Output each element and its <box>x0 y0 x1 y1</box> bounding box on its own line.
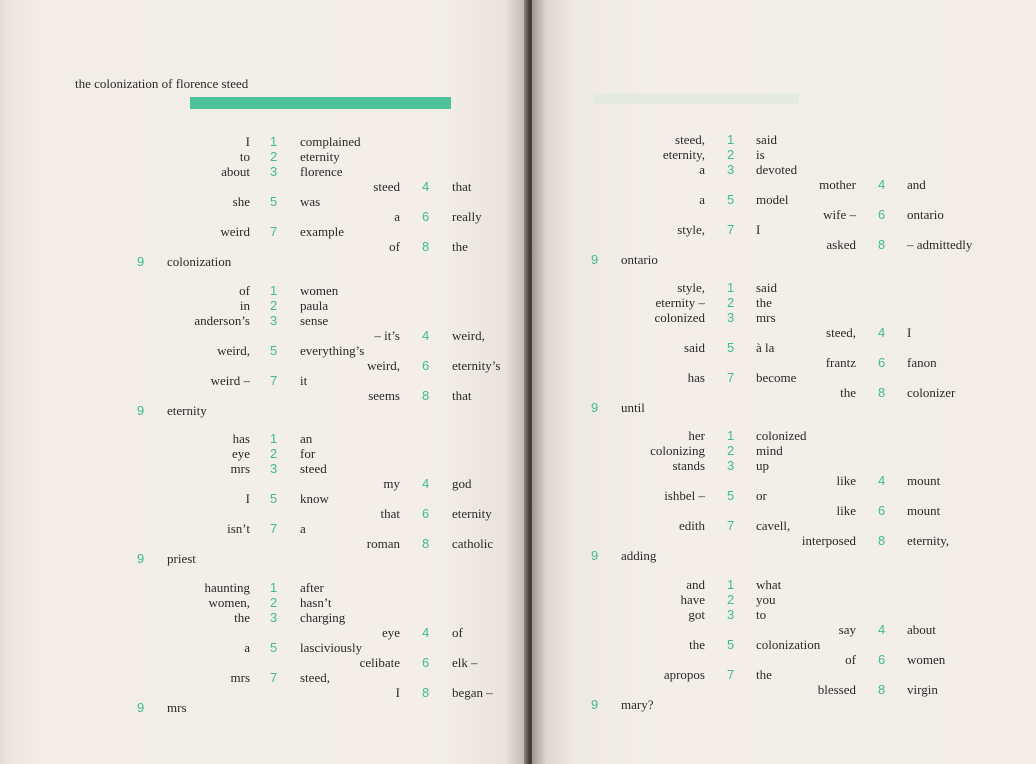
show-through-bar <box>594 93 799 104</box>
line-number: 6 <box>422 506 430 521</box>
line-word: eternity – <box>655 295 705 310</box>
line-number: 5 <box>727 637 735 652</box>
line-word: a <box>244 640 250 655</box>
line-next-word: up <box>756 458 769 473</box>
line-next-word: to <box>756 607 767 622</box>
line-next-word: mrs <box>756 310 776 325</box>
line-word: asked <box>826 237 856 252</box>
line-number: 8 <box>422 388 430 403</box>
line-next-word: it <box>300 373 308 388</box>
line-number: 5 <box>727 340 735 355</box>
line-number: 5 <box>727 192 735 207</box>
line-nine-word: mrs <box>167 700 187 715</box>
line-next-word: of <box>452 625 463 640</box>
line-number: 2 <box>270 595 278 610</box>
line-word: roman <box>366 536 400 551</box>
right-page <box>532 0 1036 764</box>
line-number: 1 <box>727 280 735 295</box>
line-word: anderson’s <box>194 313 250 328</box>
line-next-word: for <box>300 446 316 461</box>
line-next-word: charging <box>300 610 346 625</box>
line-next-word: colonizer <box>907 385 956 400</box>
line-number: 1 <box>270 580 278 595</box>
line-next-word: the <box>756 295 772 310</box>
line-word: blessed <box>817 682 856 697</box>
line-number: 6 <box>878 355 886 370</box>
line-word: women, <box>208 595 250 610</box>
line-word: eye <box>231 446 250 461</box>
line-next-word: devoted <box>756 162 798 177</box>
line-word: I <box>245 134 250 149</box>
line-next-word: said <box>756 132 777 147</box>
line-next-word: eternity’s <box>452 358 501 373</box>
line-number: 1 <box>727 577 735 592</box>
line-number: 2 <box>727 147 735 162</box>
line-word: ishbel – <box>664 488 705 503</box>
line-number: 7 <box>270 373 278 388</box>
line-next-word: know <box>300 491 329 506</box>
line-next-word: was <box>300 194 321 209</box>
line-word: my <box>383 476 400 491</box>
line-number: 7 <box>727 222 735 237</box>
line-next-word: fanon <box>907 355 937 370</box>
line-next-word: an <box>300 431 313 446</box>
line-word: to <box>239 149 250 164</box>
line-number: 7 <box>727 370 735 385</box>
line-number: 4 <box>878 177 886 192</box>
line-next-word: women <box>300 283 339 298</box>
line-number: 2 <box>727 443 735 458</box>
line-number-nine: 9 <box>137 700 145 715</box>
line-number-nine: 9 <box>591 252 599 267</box>
line-number: 3 <box>727 458 735 473</box>
line-next-word: really <box>452 209 482 224</box>
line-next-word: à la <box>756 340 775 355</box>
line-number: 2 <box>270 298 278 313</box>
line-word: say <box>838 622 856 637</box>
line-number: 8 <box>878 682 886 697</box>
line-next-word: sense <box>300 313 329 328</box>
line-word: got <box>688 607 705 622</box>
line-next-word: lasciviously <box>300 640 363 655</box>
line-next-word: steed <box>300 461 327 476</box>
line-nine-word: eternity <box>167 403 207 418</box>
line-next-word: that <box>452 388 472 403</box>
line-number: 4 <box>878 622 886 637</box>
line-word: interposed <box>801 533 856 548</box>
line-word: weird – <box>210 373 250 388</box>
line-word: has <box>687 370 705 385</box>
line-number: 5 <box>270 491 278 506</box>
line-next-word: hasn’t <box>300 595 332 610</box>
line-number: 1 <box>270 134 278 149</box>
line-number: 4 <box>878 325 886 340</box>
line-word: isn’t <box>227 521 250 536</box>
line-number-nine: 9 <box>137 551 145 566</box>
line-word: eye <box>381 625 400 640</box>
line-next-word: after <box>300 580 324 595</box>
line-next-word: or <box>756 488 767 503</box>
line-number: 3 <box>727 162 735 177</box>
line-word: steed, <box>826 325 856 340</box>
line-word: eternity, <box>662 147 705 162</box>
line-word: weird, <box>367 358 400 373</box>
line-word: frantz <box>825 355 856 370</box>
line-word: the <box>234 610 250 625</box>
line-next-word: – admittedly <box>907 237 973 252</box>
line-number: 4 <box>878 473 886 488</box>
line-nine-word: ontario <box>621 252 658 267</box>
line-word: of <box>389 239 400 254</box>
line-next-word: example <box>300 224 345 239</box>
line-next-word: said <box>756 280 777 295</box>
line-number: 3 <box>270 610 278 625</box>
green-title-bar <box>190 97 451 109</box>
line-word: style, <box>677 280 705 295</box>
line-number: 7 <box>270 670 278 685</box>
line-next-word: eternity <box>300 149 340 164</box>
line-number: 5 <box>270 194 278 209</box>
line-word: a <box>394 209 400 224</box>
line-number: 1 <box>727 428 735 443</box>
line-next-word: god <box>452 476 472 491</box>
line-word: weird, <box>217 343 250 358</box>
line-word: like <box>836 503 856 518</box>
line-next-word: I <box>756 222 761 237</box>
line-number: 3 <box>727 310 735 325</box>
line-word: steed, <box>675 132 705 147</box>
line-next-word: elk – <box>452 655 478 670</box>
line-number: 4 <box>422 179 430 194</box>
line-next-word: women <box>907 652 946 667</box>
line-word: mrs <box>230 670 250 685</box>
line-word: style, <box>677 222 705 237</box>
line-next-word: steed, <box>300 670 330 685</box>
line-next-word: virgin <box>907 682 938 697</box>
line-word: I <box>395 685 400 700</box>
line-nine-word: until <box>621 400 645 415</box>
line-number: 1 <box>270 283 278 298</box>
line-next-word: complained <box>300 134 361 149</box>
line-next-word: catholic <box>452 536 494 551</box>
line-word: a <box>699 192 705 207</box>
line-next-word: weird, <box>452 328 485 343</box>
line-number: 8 <box>422 536 430 551</box>
line-word: weird <box>220 224 250 239</box>
line-number-nine: 9 <box>591 548 599 563</box>
line-number: 1 <box>270 431 278 446</box>
line-next-word: eternity, <box>907 533 950 548</box>
line-next-word: began – <box>452 685 493 700</box>
line-number: 8 <box>878 385 886 400</box>
line-number: 3 <box>270 313 278 328</box>
line-number: 2 <box>270 149 278 164</box>
line-word: of <box>845 652 856 667</box>
line-number: 4 <box>422 328 430 343</box>
line-word: edith <box>679 518 705 533</box>
line-word: the <box>689 637 705 652</box>
line-number: 3 <box>727 607 735 622</box>
line-next-word: colonization <box>756 637 821 652</box>
line-word: stands <box>672 458 705 473</box>
line-word: a <box>699 162 705 177</box>
line-word: colonizing <box>650 443 705 458</box>
line-word: in <box>239 298 250 313</box>
line-next-word: you <box>756 592 776 607</box>
line-next-word: eternity <box>452 506 492 521</box>
line-nine-word: priest <box>167 551 196 566</box>
line-number: 7 <box>270 521 278 536</box>
line-next-word: become <box>756 370 797 385</box>
line-word: she <box>232 194 250 209</box>
line-word: – it’s <box>374 328 400 343</box>
line-number: 8 <box>422 685 430 700</box>
line-number-nine: 9 <box>137 254 145 269</box>
line-next-word: and <box>907 177 926 192</box>
line-word: steed <box>373 179 400 194</box>
line-next-word: paula <box>300 298 329 313</box>
line-word: like <box>836 473 856 488</box>
line-next-word: that <box>452 179 472 194</box>
line-number: 6 <box>878 503 886 518</box>
line-word: seems <box>368 388 400 403</box>
line-word: said <box>684 340 705 355</box>
line-word: mrs <box>230 461 250 476</box>
line-word: have <box>680 592 705 607</box>
line-number: 6 <box>878 207 886 222</box>
line-nine-word: adding <box>621 548 657 563</box>
line-word: has <box>232 431 250 446</box>
line-word: and <box>686 577 705 592</box>
line-number: 2 <box>727 295 735 310</box>
line-next-word: ontario <box>907 207 944 222</box>
line-number: 2 <box>727 592 735 607</box>
line-next-word: colonized <box>756 428 807 443</box>
line-word: celibate <box>359 655 400 670</box>
line-number: 7 <box>270 224 278 239</box>
line-number-nine: 9 <box>591 400 599 415</box>
line-next-word: the <box>452 239 468 254</box>
line-number: 8 <box>422 239 430 254</box>
line-number: 8 <box>878 237 886 252</box>
line-number: 6 <box>422 358 430 373</box>
line-next-word: mount <box>907 473 941 488</box>
line-number: 8 <box>878 533 886 548</box>
line-next-word: about <box>907 622 936 637</box>
line-next-word: mind <box>756 443 783 458</box>
line-number: 2 <box>270 446 278 461</box>
line-nine-word: mary? <box>621 697 654 712</box>
line-number: 6 <box>422 655 430 670</box>
line-word: that <box>380 506 400 521</box>
line-word: her <box>688 428 705 443</box>
line-number: 7 <box>727 667 735 682</box>
line-number: 5 <box>727 488 735 503</box>
line-number: 6 <box>422 209 430 224</box>
line-next-word: cavell, <box>756 518 791 533</box>
line-word: wife – <box>823 207 856 222</box>
line-word: apropos <box>663 667 705 682</box>
line-number: 3 <box>270 164 278 179</box>
line-next-word: the <box>756 667 772 682</box>
line-number: 1 <box>727 132 735 147</box>
line-number: 4 <box>422 625 430 640</box>
line-next-word: everything’s <box>300 343 365 358</box>
line-word: I <box>245 491 250 506</box>
line-nine-word: colonization <box>167 254 232 269</box>
line-next-word: florence <box>300 164 343 179</box>
line-word: mother <box>819 177 856 192</box>
line-number: 7 <box>727 518 735 533</box>
line-number: 5 <box>270 640 278 655</box>
line-next-word: mount <box>907 503 941 518</box>
line-next-word: is <box>756 147 765 162</box>
line-word: about <box>221 164 250 179</box>
line-number: 6 <box>878 652 886 667</box>
line-number: 3 <box>270 461 278 476</box>
running-head: the colonization of florence steed <box>75 76 249 91</box>
line-word: of <box>239 283 250 298</box>
line-word: haunting <box>204 580 250 595</box>
line-number-nine: 9 <box>591 697 599 712</box>
line-word: the <box>840 385 856 400</box>
line-word: colonized <box>654 310 705 325</box>
line-number: 4 <box>422 476 430 491</box>
line-next-word: a <box>300 521 306 536</box>
line-next-word: what <box>756 577 782 592</box>
line-number: 5 <box>270 343 278 358</box>
line-number-nine: 9 <box>137 403 145 418</box>
line-next-word: model <box>756 192 789 207</box>
line-next-word: I <box>907 325 912 340</box>
